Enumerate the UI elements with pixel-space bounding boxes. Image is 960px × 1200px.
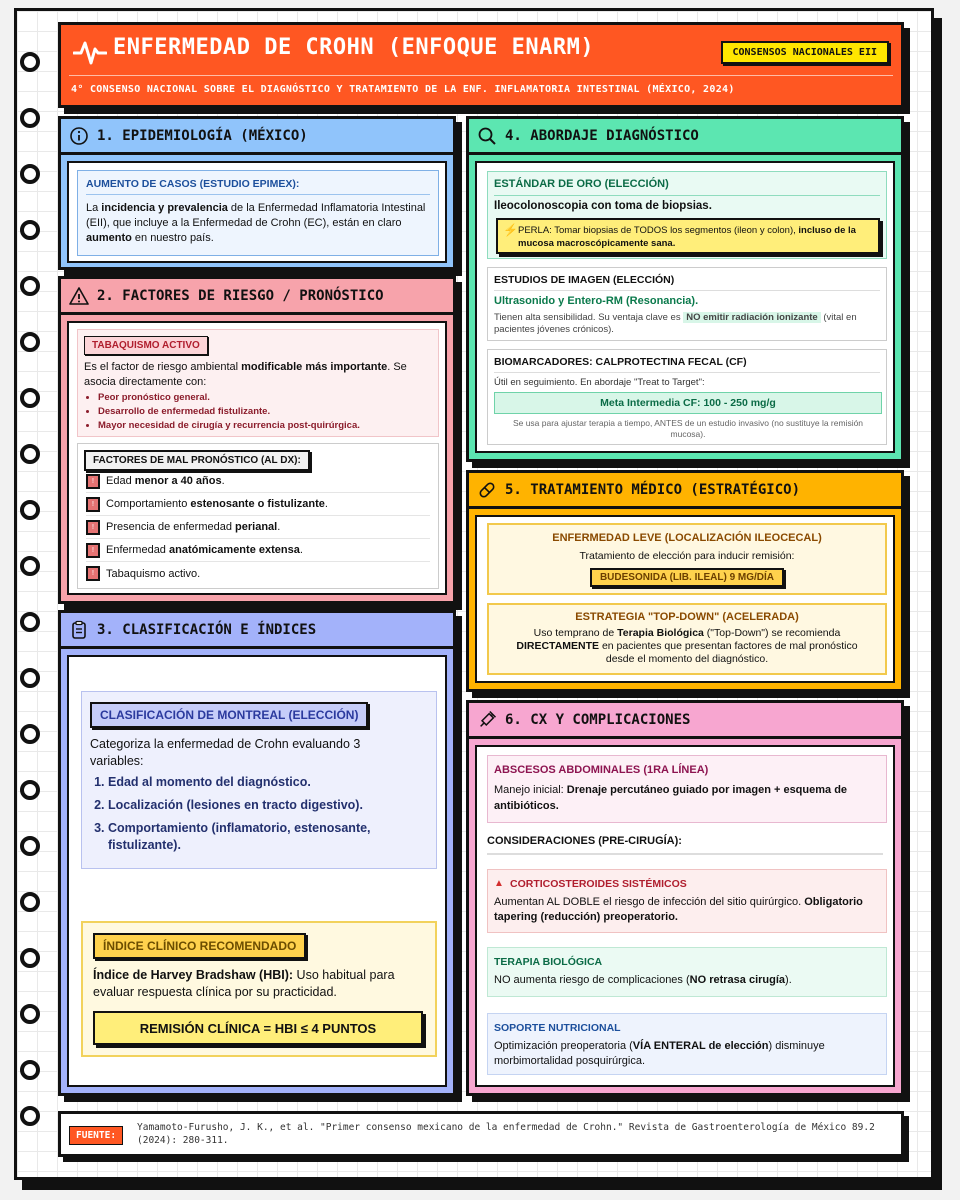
cort-text (494, 895, 880, 925)
tabaquismo-tag: TABAQUISMO ACTIVO (84, 336, 208, 355)
card-header (61, 119, 453, 155)
text-run-bold: Índice de Harvey Bradshaw (HBI): (93, 968, 294, 982)
indice-tag: ÍNDICE CLÍNICO RECOMENDADO (93, 933, 306, 959)
tabaquismo-box (77, 329, 439, 437)
info-icon (69, 126, 89, 146)
remision-banner: REMISIÓN CLÍNICA = HBI ≤ 4 PUNTOS (93, 1011, 423, 1045)
list-item (98, 419, 360, 433)
montreal-tag: CLASIFICACIÓN DE MONTREAL (ELECCIÓN) (90, 702, 368, 728)
section-title: 4. ABORDAJE DIAGNÓSTICO (505, 127, 699, 144)
text-run-bold: anatómicamente extensa (169, 544, 300, 556)
card-header (469, 473, 901, 509)
section-title: 5. TRATAMIENTO MÉDICO (ESTRATÉGICO) (505, 481, 801, 498)
syringe-icon (477, 710, 497, 730)
text-run: ). (785, 974, 792, 986)
text-run: Comportamiento (106, 498, 188, 510)
binder-ring (20, 500, 40, 520)
card-factores-riesgo (58, 276, 456, 604)
consensus-badge: CONSENSOS NACIONALES EII (721, 41, 890, 64)
binder-ring (20, 332, 40, 352)
text-run: ("Top-Down") se recomienda (703, 627, 841, 639)
text-run: Optimización preoperatoria ( (494, 1040, 633, 1052)
text-run: Enfermedad (106, 544, 166, 556)
oro-text: Ileocolonoscopia con toma de biopsias. (494, 200, 712, 212)
tabaquismo-text (84, 360, 430, 390)
text-run-bold: incluso de la mucosa macroscópicamente sana. (518, 225, 856, 249)
card-body (67, 655, 447, 1087)
top-down-box (487, 603, 887, 675)
text-run: PERLA: Tomar biopsias de TODOS los segmentos (ileon y colon), (518, 225, 799, 236)
card-clasificacion (58, 610, 456, 1096)
bio-text: Útil en seguimiento. En abordaje "Treat to Target": (494, 377, 705, 388)
text-run-bold: perianal (235, 521, 278, 533)
binder-ring (20, 52, 40, 72)
text-run-bold: Drenaje percutáneo guiado por imagen + esquema de antibióticos. (494, 784, 848, 812)
card-header (61, 613, 453, 649)
budesonida-tag: BUDESONIDA (LIB. ILEAL) 9 MG/DÍA (590, 568, 784, 587)
bio-divider (494, 372, 880, 373)
cort-title: CORTICOSTEROIDES SISTÉMICOS (510, 878, 687, 890)
list-item (86, 470, 430, 493)
text-run-bold: modificable más importante (241, 361, 388, 373)
page-subtitle: 4° CONSENSO NACIONAL SOBRE EL DIAGNÓSTICO Y TRATAMIENTO DE LA ENF. INFLAMATORIA INTESTINAL (MÉXICO, 2024) (71, 84, 735, 95)
text-run: . (277, 521, 281, 533)
tabaquismo-list (98, 391, 360, 433)
binder-ring (20, 892, 40, 912)
lightning-icon: ⚡ (503, 223, 518, 237)
card-body (475, 745, 895, 1087)
text-run: Mayor necesidad de cirugía y (98, 420, 234, 431)
source-label: FUENTE: (69, 1126, 123, 1145)
text-run-bold: aumento (86, 232, 132, 244)
montreal-box (81, 691, 437, 869)
alert-mark-icon: ! (86, 497, 100, 512)
list-item: 1. Edad al momento del diagnóstico. (108, 774, 430, 791)
perla-box (496, 218, 880, 254)
text-run: de la Enfermedad Inflamatoria Intestinal (EII), que incluye a la Enfermedad de Crohn (EC), están en claro (86, 202, 426, 229)
montreal-intro: Categoriza la enfermedad de Crohn evaluando 3 variables: (90, 737, 361, 768)
imagen-main: Ultrasonido y Entero-RM (Resonancia). (494, 295, 699, 307)
perla-text (518, 224, 878, 250)
consideraciones-divider (487, 853, 883, 855)
binder-ring (20, 612, 40, 632)
source-citation: Yamamoto-Furusho, J. K., et al. "Primer consenso mexicano de la enfermedad de Crohn." Revista de Gastroenterología de México 89.2 (2024): 280-311. (137, 1122, 875, 1146)
binder-ring (20, 948, 40, 968)
text-run-bold: NO emitir radiación ionizante (683, 312, 820, 323)
montreal-list (108, 774, 430, 854)
top-text (501, 627, 873, 666)
card-epidemiologia (58, 116, 456, 270)
corticosteroides-box (487, 869, 887, 933)
abscesos-title: ABSCESOS ABDOMINALES (1RA LÍNEA) (494, 764, 709, 776)
section-title: 6. CX Y COMPLICACIONES (505, 711, 691, 728)
imagen-text (494, 312, 884, 336)
binder-ring (20, 164, 40, 184)
card-header (61, 279, 453, 315)
nut-title: SOPORTE NUTRICIONAL (494, 1022, 621, 1034)
alert-mark-icon: ! (86, 520, 100, 535)
card-header (469, 703, 901, 739)
binder-ring (20, 668, 40, 688)
page-title: ENFERMEDAD DE CROHN (ENFOQUE ENARM) (113, 35, 595, 60)
text-run: NO aumenta riesgo de complicaciones ( (494, 974, 690, 986)
section-title: 1. EPIDEMIOLOGÍA (MÉXICO) (97, 127, 308, 144)
epimex-text (86, 201, 432, 246)
leve-title: ENFERMEDAD LEVE (LOCALIZACIÓN ILEOCECAL) (552, 532, 822, 544)
bio-meta: Meta Intermedia CF: 100 - 250 mg/g (494, 392, 882, 414)
text-run: Tabaquismo activo. (106, 567, 201, 580)
binder-ring (20, 388, 40, 408)
leve-text: Tratamiento de elección para inducir remisión: (579, 550, 795, 562)
top-title: ESTRATEGIA "TOP-DOWN" (ACELERADA) (575, 611, 799, 623)
card-cx-complicaciones (466, 700, 904, 1096)
epimex-box (77, 170, 439, 256)
text-run-bold: estenosante o fistulizante (190, 498, 325, 510)
pill-icon (477, 480, 497, 500)
leve-tag-wrap (489, 567, 885, 587)
card-body (67, 161, 447, 263)
text-run: Es el factor de riesgo ambiental (84, 361, 242, 373)
epimex-divider (86, 194, 430, 195)
binder-ring (20, 836, 40, 856)
text-run: Presencia de enfermedad (106, 521, 232, 533)
text-run: ) disminuye morbimortalidad posquirúrgica. (494, 1040, 825, 1067)
nutricional-box (487, 1013, 887, 1075)
oro-box (487, 171, 887, 259)
biologica-box (487, 947, 887, 997)
text-run: . (357, 420, 360, 431)
bio-text (494, 973, 880, 988)
list-item: 2. Localización (lesiones en tracto digestivo). (108, 797, 430, 814)
binder-ring (20, 276, 40, 296)
binder-ring (20, 1106, 40, 1126)
source-footer (58, 1111, 904, 1157)
leve-box (487, 523, 887, 595)
card-abordaje-diagnostico (466, 116, 904, 462)
text-run-bold: NO retrasa cirugía (689, 974, 786, 986)
text-run: Manejo inicial: (494, 784, 567, 796)
binder-ring (20, 1004, 40, 1024)
oro-divider (494, 195, 880, 196)
card-tratamiento (466, 470, 904, 692)
text-run-bold: DIRECTAMENTE (516, 640, 600, 652)
text-run-bold: Terapia Biológica (617, 627, 704, 639)
text-run-bold: VÍA ENTERAL de elección (632, 1040, 769, 1052)
list-item: • Desarrollo de enfermedad fistulizante. (98, 405, 360, 419)
text-run-bold: Obligatorio tapering (reducción) preoperatorio. (494, 896, 863, 923)
imagen-box (487, 267, 887, 341)
epimex-title: AUMENTO DE CASOS (ESTUDIO EPIMEX): (86, 178, 300, 190)
text-run: en nuestro país. (131, 232, 214, 244)
card-body (67, 321, 447, 595)
text-run: (vital en pacientes jóvenes crónicos). (494, 312, 857, 335)
consideraciones-heading: CONSIDERACIONES (PRE-CIRUGÍA): (487, 835, 682, 847)
text-run: . Se asocia directamente con: (84, 361, 407, 388)
heartbeat-icon (73, 37, 107, 67)
card-body (475, 161, 895, 453)
imagen-title: ESTUDIOS DE IMAGEN (ELECCIÓN) (494, 274, 675, 286)
binder-ring (20, 220, 40, 240)
text-run-bold: menor a 40 años (134, 475, 222, 487)
list-item (86, 539, 430, 562)
indice-box (81, 921, 437, 1057)
nut-text (494, 1039, 880, 1069)
alert-mark-icon: ! (86, 543, 100, 558)
binder-ring (20, 444, 40, 464)
section-title: 2. FACTORES DE RIESGO / PRONÓSTICO (97, 287, 384, 304)
alert-mark-icon: ! (86, 566, 100, 581)
binder-ring (20, 108, 40, 128)
card-header (469, 119, 901, 155)
section-title: 3. CLASIFICACIÓN E ÍNDICES (97, 621, 317, 638)
text-run: Edad (106, 475, 132, 487)
binder-ring (20, 780, 40, 800)
text-run: Aumentan AL DOBLE el riesgo de infección del sitio quirúrgico. (494, 896, 805, 908)
oro-title: ESTÁNDAR DE ORO (ELECCIÓN) (494, 178, 669, 190)
text-run: en pacientes que presentan factores de mal pronóstico desde el momento del diagnóstico. (599, 640, 858, 665)
card-body (475, 515, 895, 683)
text-run: Uso habitual para evaluar respuesta clínica por su practicidad. (93, 968, 395, 999)
text-run: Tienen alta sensibilidad. Su ventaja clave es (494, 312, 684, 323)
header-divider (69, 75, 893, 76)
text-run: . (221, 475, 225, 487)
alert-mark-icon: ! (86, 474, 100, 489)
binder-ring (20, 1060, 40, 1080)
list-item (86, 516, 430, 539)
imagen-divider (494, 290, 880, 291)
warning-icon (69, 286, 89, 306)
abscesos-box (487, 755, 887, 823)
indice-text (93, 967, 423, 1001)
list-item (86, 562, 430, 585)
text-run: Uso temprano de (533, 627, 618, 639)
mal-pronostico-tag: FACTORES DE MAL PRONÓSTICO (AL DX): (84, 450, 310, 471)
abscesos-text (494, 782, 880, 814)
bio-title: TERAPIA BIOLÓGICA (494, 956, 603, 968)
clipboard-icon (69, 620, 89, 640)
alarm-icon: ▲ (494, 878, 504, 889)
text-run: La (86, 202, 102, 214)
search-icon (477, 126, 497, 146)
text-run: . (324, 498, 328, 510)
list-item (86, 493, 430, 516)
binder-ring (20, 724, 40, 744)
bio-title: BIOMARCADORES: CALPROTECTINA FECAL (CF) (494, 356, 747, 368)
mal-pronostico-box (77, 443, 439, 589)
text-run-bold: incidencia y prevalencia (101, 202, 228, 214)
list-item: 3. Comportamiento (inflamatorio, estenosante, fistulizante). (108, 820, 430, 854)
list-item: • Peor pronóstico general. (98, 391, 360, 405)
binder-ring (20, 556, 40, 576)
text-run-bold: recurrencia post-quirúrgica (233, 420, 358, 431)
text-run: . (299, 544, 303, 556)
page-header (58, 22, 904, 108)
biomarcadores-box (487, 349, 887, 445)
bio-note: Se usa para ajustar terapia a tiempo, ANTES de un estudio invasivo (no sustituye la remisión mucosa). (512, 418, 864, 439)
